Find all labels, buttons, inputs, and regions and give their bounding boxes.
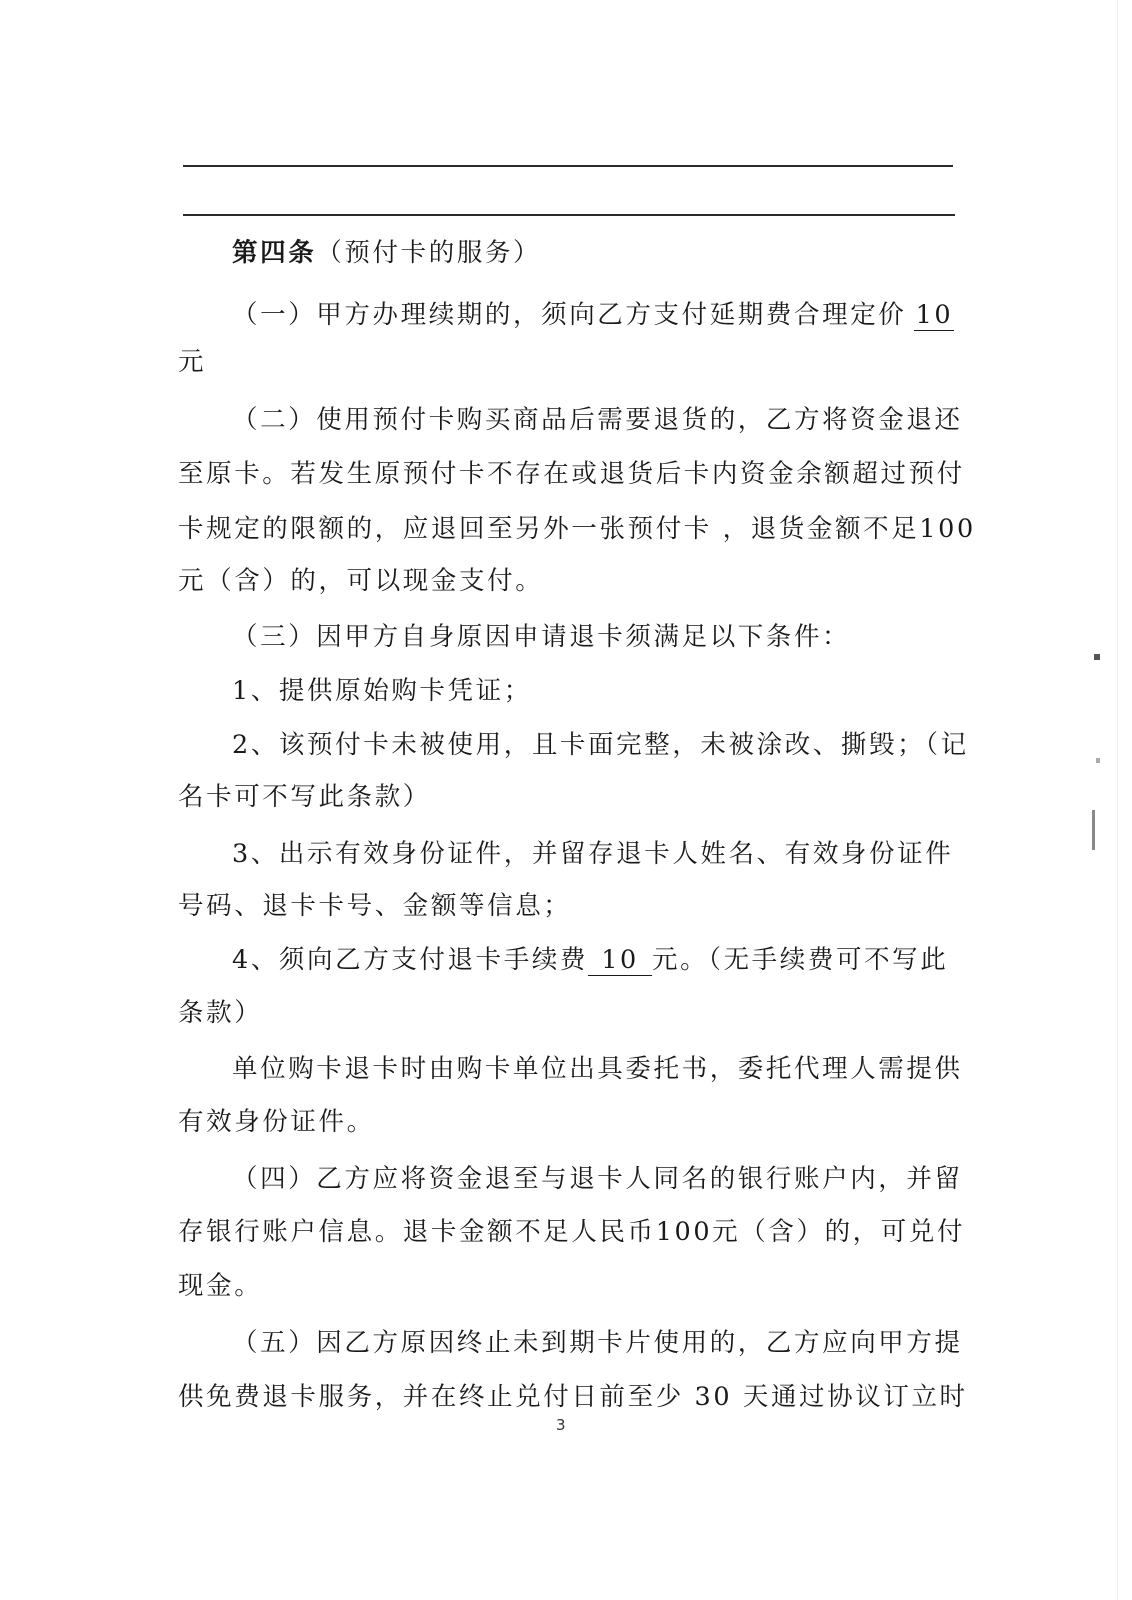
scan-mark	[1094, 654, 1100, 660]
clause-2-line-3: 卡规定的限额的，应退回至另外一张预付卡 ，退货金额不足100	[178, 514, 976, 544]
article-heading-line	[232, 236, 541, 270]
clause-2-line-4: 元（含）的，可以现金支付。	[178, 566, 544, 596]
blank-line-1	[183, 165, 953, 167]
condition-2-line-1: 2、该预付卡未被使用，且卡面完整，未被涂改、撕毁；（记	[232, 730, 969, 760]
unit-refund-line-1: 单位购卡退卡时由购卡单位出具委托书，委托代理人需提供	[232, 1054, 963, 1084]
clause-4-line-2: 存银行账户信息。退卡金额不足人民币100元（含）的，可兑付	[178, 1217, 966, 1247]
article-subtitle: （预付卡的服务）	[316, 238, 542, 268]
condition-3-line-2: 号码、退卡卡号、金额等信息；	[178, 891, 572, 921]
scan-mark	[1096, 758, 1100, 763]
clause-5-line-2: 供免费退卡服务，并在终止兑付日前至少 30 天通过协议订立时	[178, 1382, 968, 1412]
clause-1-line-2: 元	[178, 347, 207, 377]
article-heading: 第四条	[232, 238, 317, 268]
condition-1: 1、提供原始购卡凭证；	[232, 676, 532, 706]
clause-5-line-1: （五）因乙方原因终止未到期卡片使用的，乙方应向甲方提	[232, 1328, 963, 1358]
condition-4-line-2: 条款）	[178, 998, 263, 1028]
page-number: 3	[556, 1416, 566, 1434]
clause-4-line-3: 现金。	[178, 1271, 263, 1301]
clause-3-line-1: （三）因甲方自身原因申请退卡须满足以下条件：	[232, 622, 851, 652]
unit-refund-line-2: 有效身份证件。	[178, 1107, 375, 1137]
renewal-fee-amount: 10	[915, 300, 954, 330]
page-edge	[1117, 0, 1118, 1600]
clause-2-line-1: （二）使用预付卡购买商品后需要退货的，乙方将资金退还	[232, 405, 963, 435]
refund-fee-amount: 10	[588, 945, 652, 976]
clause-2-line-2: 至原卡。若发生原预付卡不存在或退货后卡内资金余额超过预付	[178, 459, 965, 489]
scan-mark	[1092, 810, 1095, 850]
clause-4-line-1: （四）乙方应将资金退至与退卡人同名的银行账户内，并留	[232, 1164, 963, 1194]
condition-3-line-1: 3、出示有效身份证件，并留存退卡人姓名、有效身份证件	[232, 839, 954, 869]
blank-line-2	[183, 214, 955, 216]
condition-2-line-2: 名卡可不写此条款）	[178, 782, 431, 812]
clause-1-line-1: （一）甲方办理续期的，须向乙方支付延期费合理定价 10	[232, 300, 954, 330]
condition-4-line-1: 4、须向乙方支付退卡手续费 10 元。（无手续费可不写此	[232, 945, 949, 975]
